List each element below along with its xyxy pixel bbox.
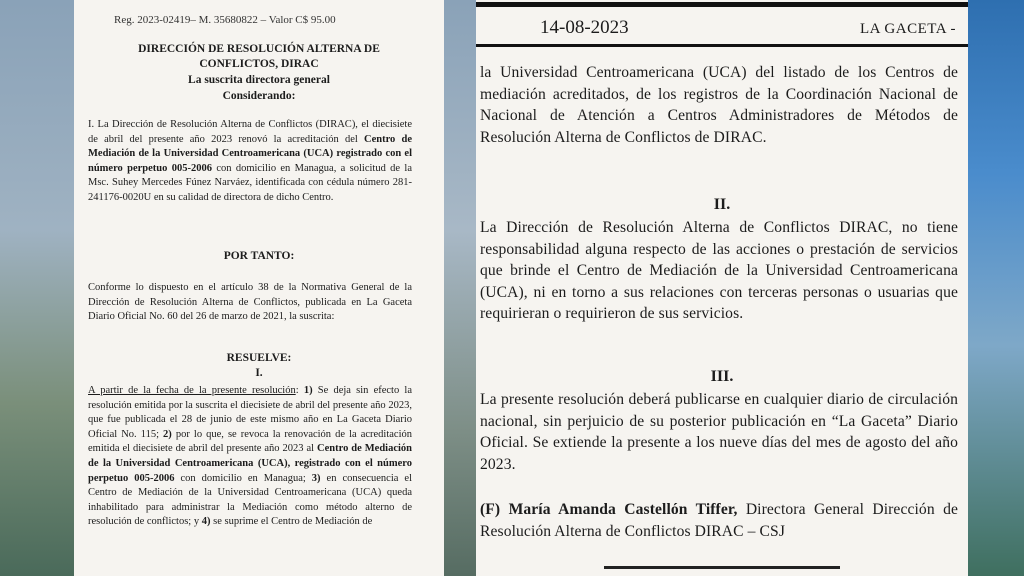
numeral-three: III. xyxy=(710,368,734,385)
header-rule-top xyxy=(476,2,968,7)
heading-line-3: La suscrita directora general xyxy=(188,74,330,86)
paragraph-continuation: la Universidad Centroamericana (UCA) del listado de los Centros de mediación acreditados, de los registros de la Coordinación Nacional de Nacional de Atención a Centros Administradores de Métodos de Resolución Alterna de Conflictos de DIRAC. xyxy=(480,64,958,146)
considerando-run: con domicilio en Managua, a solicitud de la Msc. Suhey Mercedes Fúnez Narváez, identificada con cédula número 281-241176-0020U en su calidad de directora de dicho Centro. xyxy=(88,162,412,203)
resuelve_text-run: con domicilio en Managua; xyxy=(174,472,312,484)
considerando-run: I. La Dirección de Resolución Alterna de Conflictos (DIRAC), el diecisiete de abril del presente año 2023 renovó la acreditación del xyxy=(88,119,412,145)
page-date: 14-08-2023 xyxy=(540,17,629,38)
resuelve_text-run: Se deja sin efecto la resolución emitida por la suscrita el diecisiete de abril del presente año 2023, que fue publicada el 28 de junio de este mismo año en La Gaceta Diario Oficial No. 115; xyxy=(88,385,412,440)
resuelve_text-run: : xyxy=(295,385,304,396)
resuelve_text-run: se suprime el Centro de Mediación de xyxy=(210,516,373,528)
resuelve_text-run: 4) xyxy=(201,516,211,528)
left-page xyxy=(74,0,444,576)
signature-name: (F) María Amanda Castellón Tiffer, xyxy=(480,501,738,518)
background-gap xyxy=(444,0,476,576)
paragraph-three: La presente resolución deberá publicarse en cualquier diario de circulación nacional, sin perjuicio de su posterior publicación en “La Gaceta” Diario Oficial. Se extiende la presente a los nueve días del mes de agosto del año 2023. xyxy=(480,391,958,473)
resuelve_text-run: 3) xyxy=(311,472,321,484)
header-rule-bottom xyxy=(476,44,968,47)
considerando-run: Centro de Mediación de la Universidad Centroamericana (UCA) registrado con el número perpetuo 005-2006 xyxy=(88,133,413,174)
right-page xyxy=(476,0,968,576)
resuelve_text-run: 2) xyxy=(163,428,172,440)
numeral-one: I. xyxy=(255,367,263,379)
background-left xyxy=(0,0,74,576)
heading-considerando: Considerando: xyxy=(222,90,296,102)
resuelve_text-run: por lo que, se revoca la renovación de la acreditación emitida el diecisiete de abril del presente año 2023 al xyxy=(88,428,412,455)
numeral-two: II. xyxy=(713,196,731,213)
publication-name: LA GACETA - xyxy=(860,21,956,37)
heading-line-2: CONFLICTOS, DIRAC xyxy=(199,58,319,70)
resuelve_text-run: A partir de la fecha de la presente resolución xyxy=(88,385,296,396)
resuelve_text-run: 1) xyxy=(303,385,313,396)
resuelve_text-run: en consecuencia el Centro de Mediación de la Universidad Centroamericana (UCA) queda inhabilitado para administrar la Mediación como método alterno de resolución de conflictos; y xyxy=(88,472,412,528)
heading-line-1: DIRECCIÓN DE RESOLUCIÓN ALTERNA DE xyxy=(138,43,380,55)
resuelve-heading: RESUELVE: xyxy=(226,352,292,364)
conforme-paragraph: Conforme lo dispuesto en el artículo 38 de la Normativa General de la Dirección de Resolución Alterna de Conflictos, publicada en La Gaceta Diario Oficial No. 60 del 26 de marzo de 2021, la suscrita: xyxy=(88,282,412,323)
background-right xyxy=(968,0,1024,576)
considerando-paragraph xyxy=(88,118,412,206)
registration-line: Reg. 2023-02419– M. 35680822 – Valor C$ 95.00 xyxy=(114,14,336,26)
resuelve-paragraph xyxy=(88,384,412,530)
signature-block xyxy=(480,499,958,542)
resuelve_text-run: Centro de Mediación de la Universidad Centroamericana (UCA), registrado con el número perpetuo 005-2006 xyxy=(88,443,412,484)
paragraph-two: La Dirección de Resolución Alterna de Conflictos DIRAC, no tiene responsabilidad alguna respecto de las acciones o prestación de servicios que brinde el Centro de Mediación de la Universidad Centroamericana (UCA), ni en torno a sus relaciones con terceras personas o usuarias que requirieran o requirieron de sus servicios. xyxy=(480,219,958,322)
signature-title: Directora General Dirección de Resolución Alterna de Conflictos DIRAC – CSJ xyxy=(480,501,958,540)
footer-rule xyxy=(604,566,840,569)
por-tanto-heading: POR TANTO: xyxy=(223,250,295,262)
